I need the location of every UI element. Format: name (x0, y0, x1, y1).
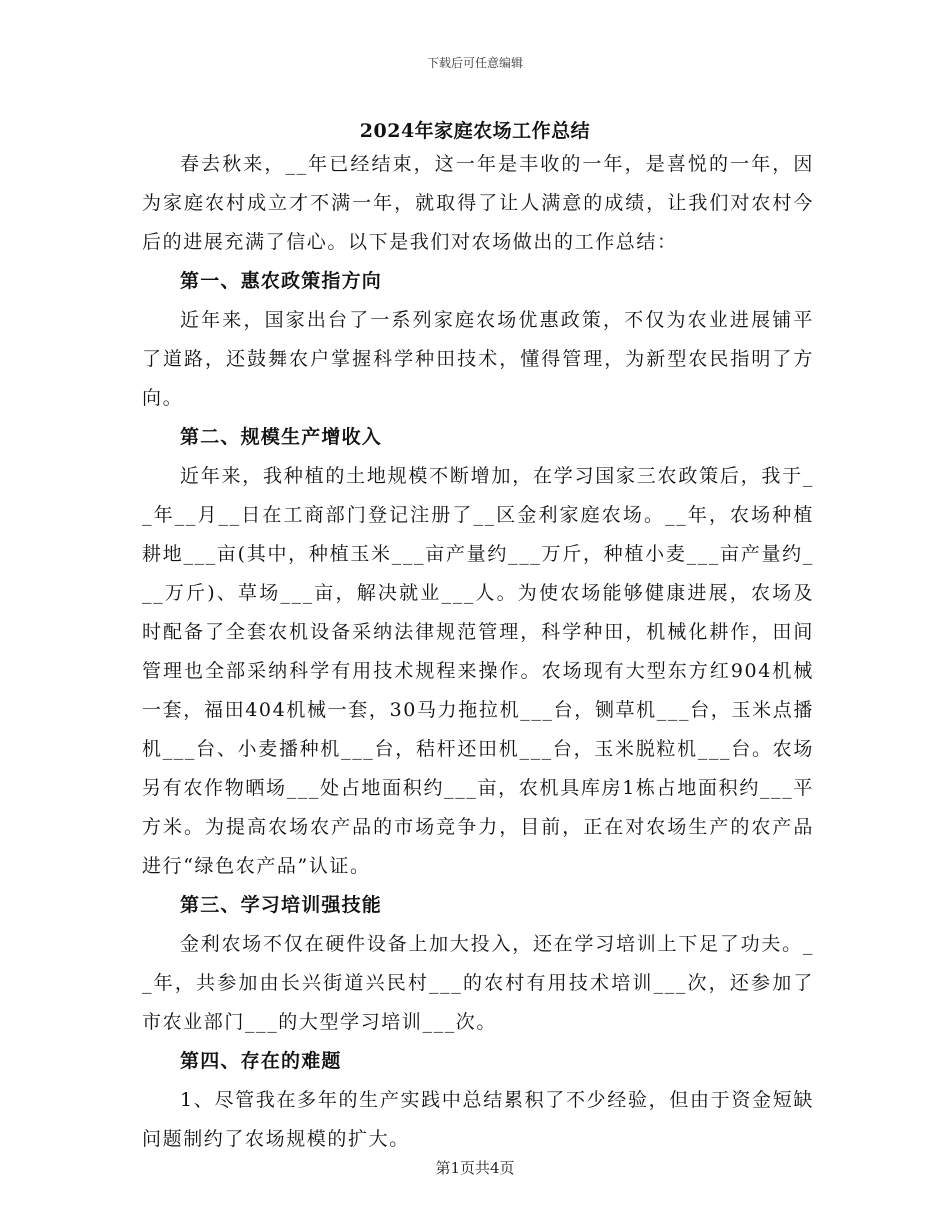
page-footer: 第1页共4页 (435, 1159, 515, 1177)
header-note: 下载后可任意编辑 (426, 56, 523, 70)
section-2-paragraph: 近年来，我种植的土地规模不断增加，在学习国家三农政策后，我于__年__月__日在工商部门登记注册了__区金利家庭农场。__年，农场种植耕地___亩(其中，种植玉米___亩产量约___万斤，种植小麦___亩产量约___万斤)、草场___亩，解决就业___人。为使农场能够健康进展，农场及时配备了全套农机设备采纳法律规范管理，科学种田，机械化耕作，田间管理也全部采纳科学有用技术规程来操作。农场现有大型东方红904机械一套，福田404机械一套，30马力拖拉机___台，铡草机___台，玉米点播机___台、小麦播种机___台，秸杆还田机___台，玉米脱粒机___台。农场另有农作物晒场___处占地面积约___亩，农机具库房1栋占地面积约___平方米。为提高农场农产品的市场竞争力，目前，正在对农场生产的农产品进行“绿色农产品”认证。 (142, 465, 814, 877)
document-body (142, 145, 814, 1159)
section-3-paragraph: 金利农场不仅在硬件设备上加大投入，还在学习培训上下足了功夫。__年，共参加由长兴街道兴民村___的农村有用技术培训___次，还参加了市农业部门___的大型学习培训___次。 (142, 933, 814, 1033)
section-heading-4: 第四、存在的难题 (180, 1050, 342, 1072)
section-heading-3: 第三、学习培训强技能 (180, 894, 383, 916)
section-heading-2: 第二、规模生产增收入 (180, 426, 383, 448)
section-4-paragraph: 1、尽管我在多年的生产实践中总结累积了不少经验，但由于资金短缺问题制约了农场规模的扩大。 (142, 1089, 814, 1150)
document-title: 2024年家庭农场工作总结 (359, 120, 591, 142)
section-heading-1: 第一、惠农政策指方向 (180, 270, 383, 292)
intro-paragraph: 春去秋来，__年已经结束，这一年是丰收的一年，是喜悦的一年，因为家庭农村成立才不满一年，就取得了让人满意的成绩，让我们对农村今后的进展充满了信心。以下是我们对农场做出的工作总结： (142, 153, 814, 253)
section-1-paragraph: 近年来，国家出台了一系列家庭农场优惠政策，不仅为农业进展铺平了道路，还鼓舞农户掌握科学种田技术，懂得管理，为新型农民指明了方向。 (142, 309, 814, 409)
